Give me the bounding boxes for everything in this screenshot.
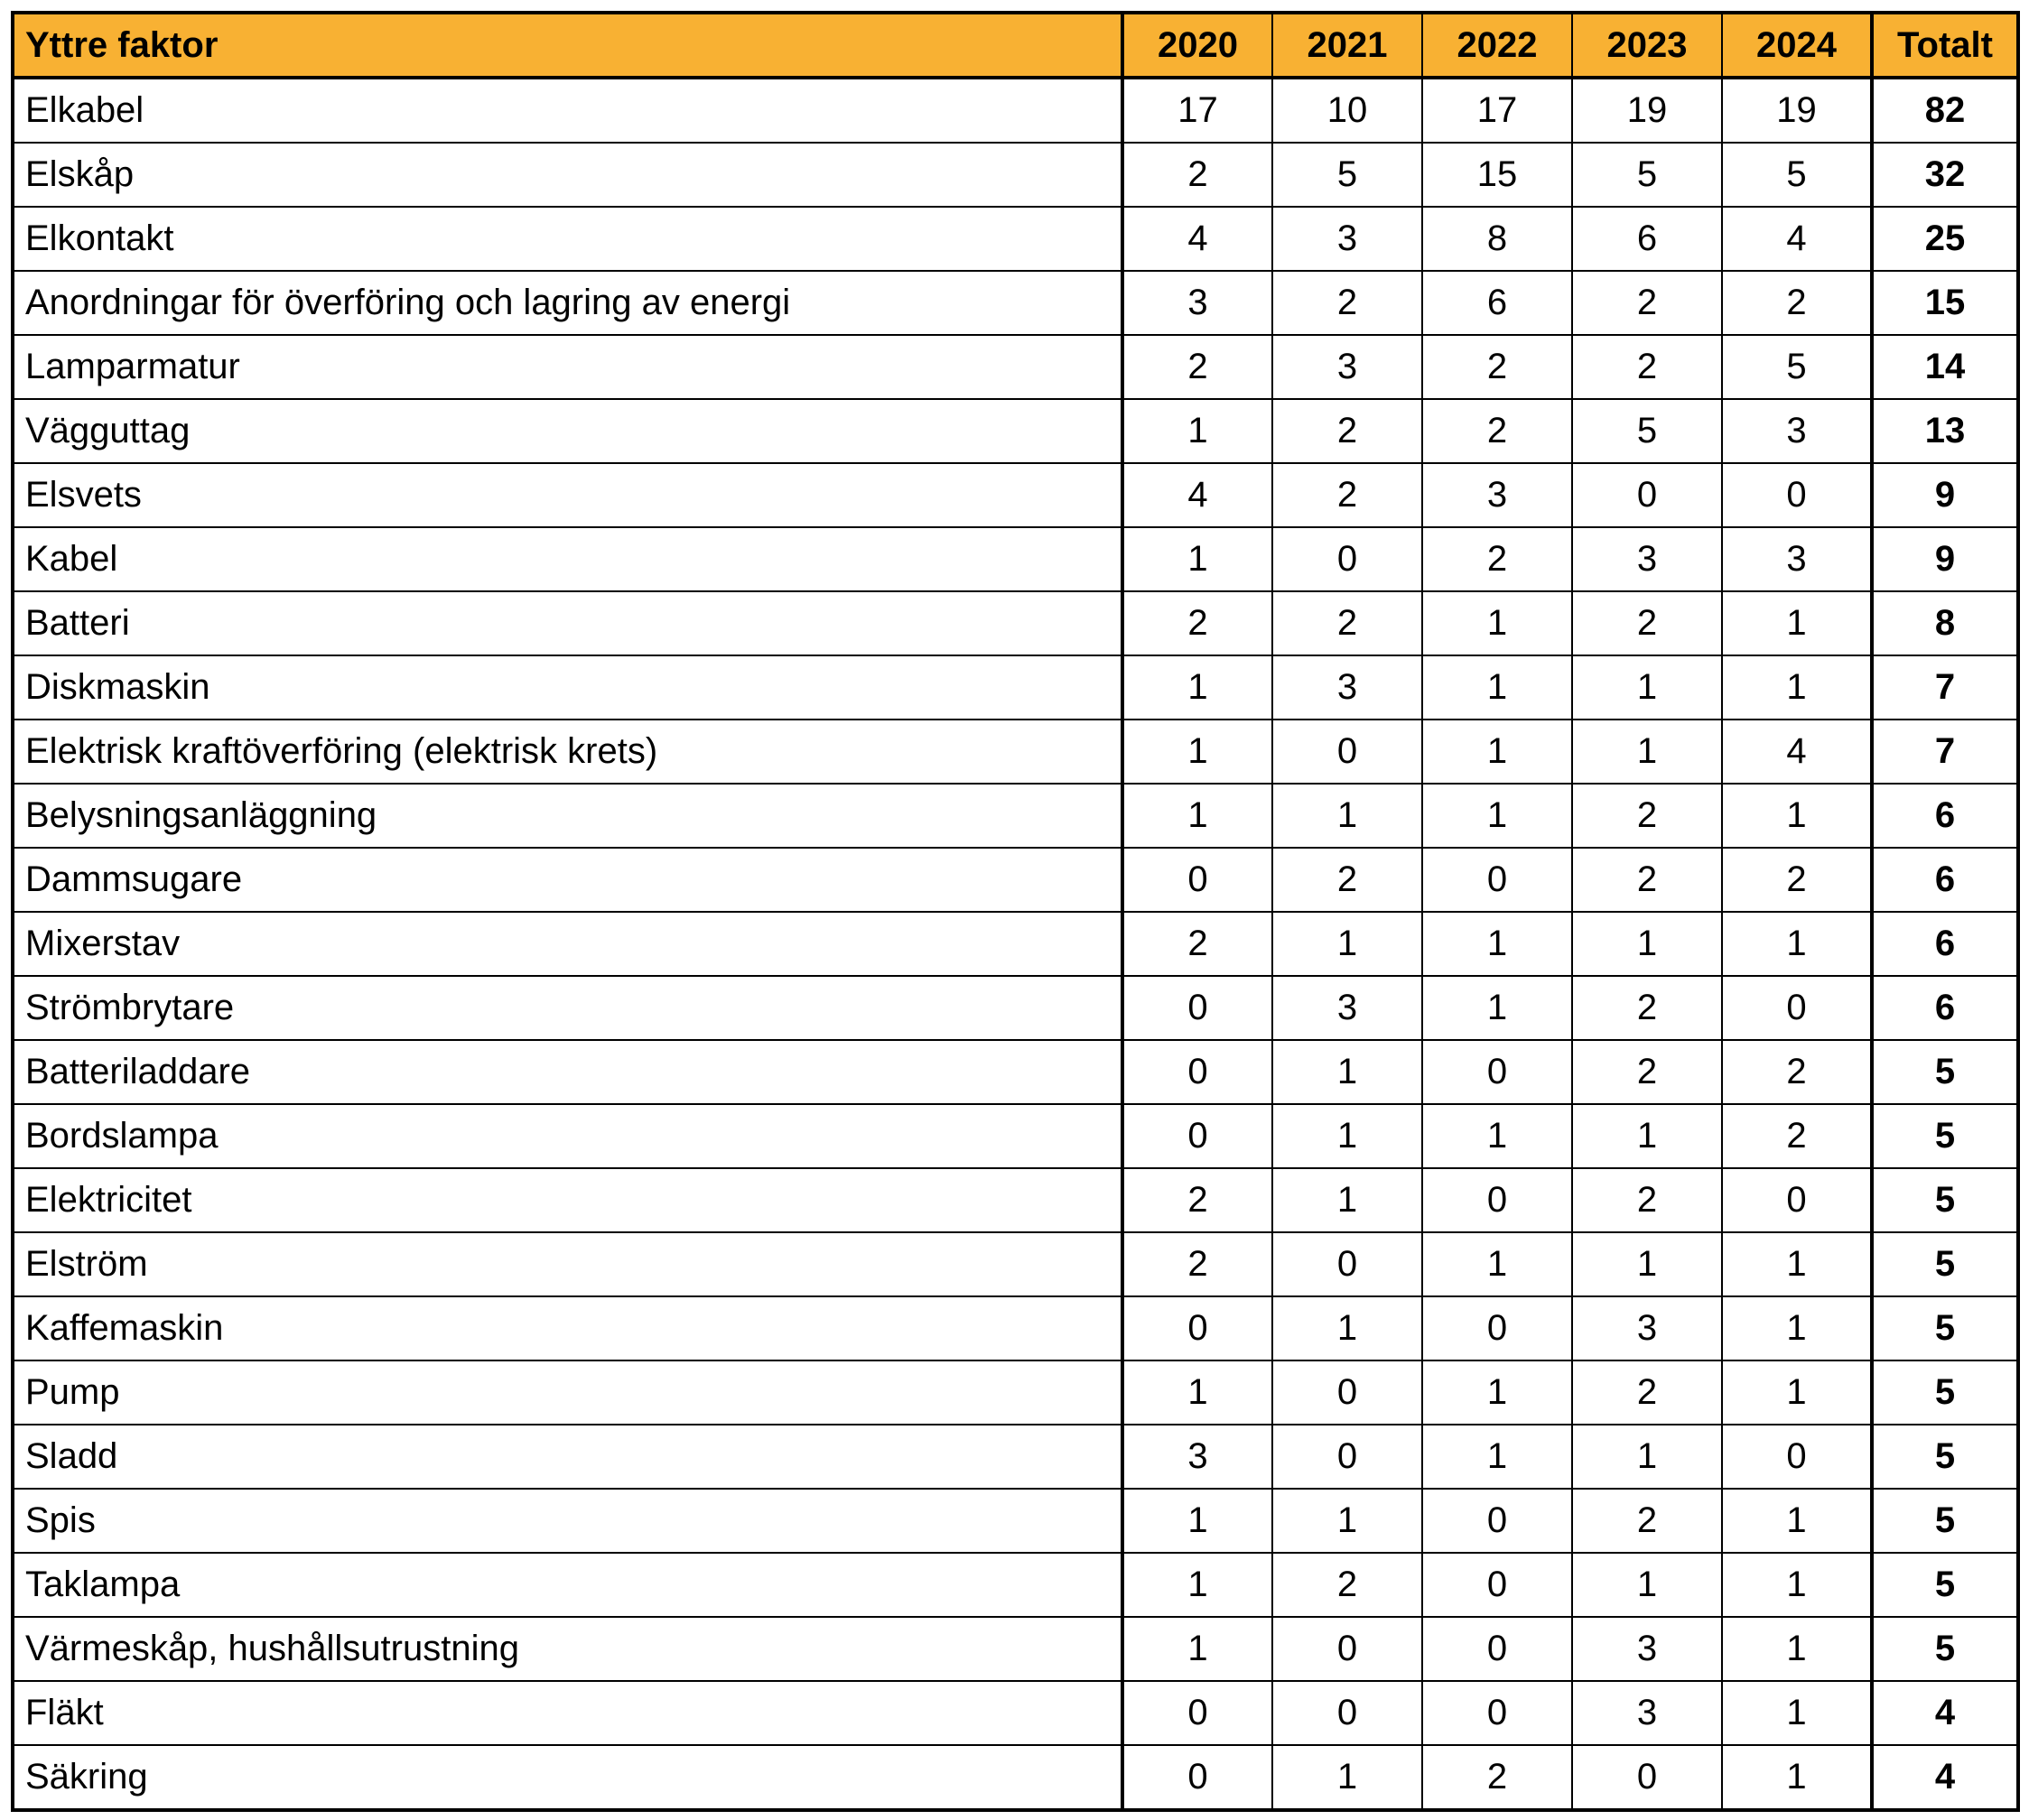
- year-value-cell: 1: [1722, 912, 1872, 976]
- year-value-cell: 4: [1722, 720, 1872, 784]
- year-value-cell: 2: [1122, 591, 1272, 655]
- row-total-cell: 14: [1872, 335, 2018, 399]
- row-total-cell: 82: [1872, 78, 2018, 143]
- year-value-cell: 1: [1422, 655, 1572, 720]
- table-row: [13, 1425, 2018, 1489]
- row-label-cell: Värmeskåp, hushållsutrustning: [13, 1617, 1122, 1681]
- year-value-cell: 0: [1272, 527, 1422, 591]
- year-value-cell: 1: [1122, 527, 1272, 591]
- year-value-cell: 1: [1122, 784, 1272, 848]
- row-total-cell: 4: [1872, 1681, 2018, 1745]
- row-label-cell: Vägguttag: [13, 399, 1122, 463]
- table-row: [13, 655, 2018, 720]
- year-value-cell: 1: [1122, 1360, 1272, 1425]
- year-value-cell: 1: [1122, 399, 1272, 463]
- table-row: [13, 335, 2018, 399]
- row-label-cell: Diskmaskin: [13, 655, 1122, 720]
- header-year-cell: 2024: [1722, 13, 1872, 78]
- year-value-cell: 2: [1122, 912, 1272, 976]
- table-row: [13, 1040, 2018, 1104]
- year-value-cell: 0: [1722, 976, 1872, 1040]
- row-label-cell: Elskåp: [13, 143, 1122, 207]
- row-label-cell: Lamparmatur: [13, 335, 1122, 399]
- row-total-cell: 9: [1872, 463, 2018, 527]
- table-row: [13, 784, 2018, 848]
- row-label-cell: Sladd: [13, 1425, 1122, 1489]
- year-value-cell: 1: [1422, 912, 1572, 976]
- year-value-cell: 1: [1722, 591, 1872, 655]
- year-value-cell: 1: [1422, 976, 1572, 1040]
- row-label-cell: Kabel: [13, 527, 1122, 591]
- row-total-cell: 5: [1872, 1360, 2018, 1425]
- year-value-cell: 1: [1122, 1617, 1272, 1681]
- year-value-cell: 19: [1572, 78, 1722, 143]
- row-label-cell: Belysningsanläggning: [13, 784, 1122, 848]
- year-value-cell: 1: [1422, 1425, 1572, 1489]
- year-value-cell: 1: [1422, 1360, 1572, 1425]
- year-value-cell: 1: [1272, 1168, 1422, 1232]
- year-value-cell: 0: [1422, 1553, 1572, 1617]
- year-value-cell: 2: [1572, 591, 1722, 655]
- row-label-cell: Elkabel: [13, 78, 1122, 143]
- table-row: [13, 1360, 2018, 1425]
- year-value-cell: 0: [1422, 848, 1572, 912]
- table-row: [13, 527, 2018, 591]
- year-value-cell: 2: [1122, 1168, 1272, 1232]
- row-total-cell: 25: [1872, 207, 2018, 271]
- year-value-cell: 3: [1572, 1681, 1722, 1745]
- year-value-cell: 0: [1122, 1681, 1272, 1745]
- row-total-cell: 5: [1872, 1040, 2018, 1104]
- year-value-cell: 3: [1572, 1617, 1722, 1681]
- table-row: [13, 1168, 2018, 1232]
- row-label-cell: Bordslampa: [13, 1104, 1122, 1168]
- year-value-cell: 0: [1272, 1425, 1422, 1489]
- table-row: [13, 1104, 2018, 1168]
- row-total-cell: 6: [1872, 784, 2018, 848]
- year-value-cell: 1: [1272, 1104, 1422, 1168]
- year-value-cell: 2: [1422, 1745, 1572, 1810]
- table-row: [13, 271, 2018, 335]
- year-value-cell: 0: [1422, 1617, 1572, 1681]
- row-total-cell: 7: [1872, 720, 2018, 784]
- year-value-cell: 6: [1572, 207, 1722, 271]
- row-total-cell: 6: [1872, 848, 2018, 912]
- header-year-cell: 2020: [1122, 13, 1272, 78]
- row-label-cell: Elektricitet: [13, 1168, 1122, 1232]
- table-row: [13, 848, 2018, 912]
- year-value-cell: 2: [1572, 784, 1722, 848]
- year-value-cell: 2: [1122, 143, 1272, 207]
- year-value-cell: 2: [1572, 271, 1722, 335]
- table-row: [13, 1553, 2018, 1617]
- year-value-cell: 15: [1422, 143, 1572, 207]
- year-value-cell: 1: [1422, 720, 1572, 784]
- row-total-cell: 5: [1872, 1617, 2018, 1681]
- row-total-cell: 6: [1872, 976, 2018, 1040]
- year-value-cell: 1: [1572, 1232, 1722, 1296]
- year-value-cell: 1: [1722, 1489, 1872, 1553]
- row-label-cell: Anordningar för överföring och lagring av energi: [13, 271, 1122, 335]
- table-row: [13, 143, 2018, 207]
- year-value-cell: 3: [1272, 976, 1422, 1040]
- year-value-cell: 1: [1572, 912, 1722, 976]
- year-value-cell: 2: [1272, 271, 1422, 335]
- row-total-cell: 9: [1872, 527, 2018, 591]
- year-value-cell: 17: [1122, 78, 1272, 143]
- year-value-cell: 2: [1422, 335, 1572, 399]
- year-value-cell: 1: [1572, 1104, 1722, 1168]
- row-label-cell: Säkring: [13, 1745, 1122, 1810]
- year-value-cell: 0: [1722, 1168, 1872, 1232]
- year-value-cell: 0: [1272, 720, 1422, 784]
- year-value-cell: 1: [1122, 720, 1272, 784]
- year-value-cell: 0: [1572, 1745, 1722, 1810]
- year-value-cell: 1: [1272, 912, 1422, 976]
- year-value-cell: 2: [1572, 976, 1722, 1040]
- year-value-cell: 1: [1722, 1296, 1872, 1360]
- row-total-cell: 13: [1872, 399, 2018, 463]
- table-row: [13, 399, 2018, 463]
- year-value-cell: 2: [1272, 848, 1422, 912]
- year-value-cell: 0: [1272, 1681, 1422, 1745]
- year-value-cell: 1: [1722, 1617, 1872, 1681]
- row-total-cell: 8: [1872, 591, 2018, 655]
- row-label-cell: Pump: [13, 1360, 1122, 1425]
- row-label-cell: Fläkt: [13, 1681, 1122, 1745]
- row-label-cell: Elkontakt: [13, 207, 1122, 271]
- table-row: [13, 78, 2018, 143]
- year-value-cell: 3: [1572, 1296, 1722, 1360]
- year-value-cell: 3: [1572, 527, 1722, 591]
- year-value-cell: 1: [1122, 1553, 1272, 1617]
- year-value-cell: 3: [1722, 527, 1872, 591]
- year-value-cell: 2: [1272, 463, 1422, 527]
- row-total-cell: 5: [1872, 1168, 2018, 1232]
- year-value-cell: 3: [1272, 335, 1422, 399]
- year-value-cell: 0: [1572, 463, 1722, 527]
- year-value-cell: 1: [1422, 591, 1572, 655]
- year-value-cell: 5: [1722, 143, 1872, 207]
- year-value-cell: 1: [1122, 655, 1272, 720]
- year-value-cell: 2: [1122, 1232, 1272, 1296]
- row-label-cell: Spis: [13, 1489, 1122, 1553]
- table-row: [13, 1296, 2018, 1360]
- year-value-cell: 1: [1722, 655, 1872, 720]
- row-label-cell: Batteri: [13, 591, 1122, 655]
- year-value-cell: 0: [1422, 1489, 1572, 1553]
- year-value-cell: 4: [1122, 207, 1272, 271]
- year-value-cell: 10: [1272, 78, 1422, 143]
- year-value-cell: 0: [1722, 463, 1872, 527]
- year-value-cell: 1: [1422, 784, 1572, 848]
- row-label-cell: Kaffemaskin: [13, 1296, 1122, 1360]
- table-row: [13, 207, 2018, 271]
- row-label-cell: Elström: [13, 1232, 1122, 1296]
- year-value-cell: 1: [1722, 1681, 1872, 1745]
- year-value-cell: 6: [1422, 271, 1572, 335]
- row-total-cell: 5: [1872, 1296, 2018, 1360]
- year-value-cell: 2: [1722, 271, 1872, 335]
- table-row: [13, 720, 2018, 784]
- year-value-cell: 1: [1722, 1232, 1872, 1296]
- year-value-cell: 3: [1272, 655, 1422, 720]
- year-value-cell: 1: [1422, 1232, 1572, 1296]
- row-label-cell: Mixerstav: [13, 912, 1122, 976]
- year-value-cell: 1: [1122, 1489, 1272, 1553]
- row-total-cell: 5: [1872, 1425, 2018, 1489]
- year-value-cell: 2: [1422, 527, 1572, 591]
- year-value-cell: 2: [1722, 1040, 1872, 1104]
- header-row: [13, 13, 2018, 78]
- table-row: [13, 1745, 2018, 1810]
- year-value-cell: 2: [1572, 1168, 1722, 1232]
- year-value-cell: 0: [1122, 1745, 1272, 1810]
- year-value-cell: 0: [1422, 1040, 1572, 1104]
- year-value-cell: 0: [1122, 1296, 1272, 1360]
- year-value-cell: 1: [1272, 1489, 1422, 1553]
- year-value-cell: 1: [1272, 1040, 1422, 1104]
- row-label-cell: Batteriladdare: [13, 1040, 1122, 1104]
- row-total-cell: 5: [1872, 1232, 2018, 1296]
- row-total-cell: 5: [1872, 1489, 2018, 1553]
- row-label-cell: Strömbrytare: [13, 976, 1122, 1040]
- table-row: [13, 1617, 2018, 1681]
- year-value-cell: 0: [1122, 976, 1272, 1040]
- year-value-cell: 1: [1722, 1553, 1872, 1617]
- year-value-cell: 2: [1572, 335, 1722, 399]
- year-value-cell: 2: [1722, 1104, 1872, 1168]
- header-total-cell: Totalt: [1872, 13, 2018, 78]
- year-value-cell: 2: [1122, 335, 1272, 399]
- year-value-cell: 2: [1422, 399, 1572, 463]
- year-value-cell: 0: [1722, 1425, 1872, 1489]
- year-value-cell: 4: [1722, 207, 1872, 271]
- row-total-cell: 15: [1872, 271, 2018, 335]
- row-label-cell: Elsvets: [13, 463, 1122, 527]
- row-total-cell: 32: [1872, 143, 2018, 207]
- year-value-cell: 2: [1272, 1553, 1422, 1617]
- year-value-cell: 3: [1422, 463, 1572, 527]
- row-total-cell: 5: [1872, 1104, 2018, 1168]
- row-total-cell: 5: [1872, 1553, 2018, 1617]
- year-value-cell: 0: [1272, 1360, 1422, 1425]
- year-value-cell: 2: [1722, 848, 1872, 912]
- year-value-cell: 0: [1422, 1681, 1572, 1745]
- table-row: [13, 1232, 2018, 1296]
- year-value-cell: 0: [1122, 1040, 1272, 1104]
- year-value-cell: 0: [1122, 1104, 1272, 1168]
- year-value-cell: 1: [1722, 1745, 1872, 1810]
- year-value-cell: 1: [1572, 720, 1722, 784]
- year-value-cell: 2: [1572, 1040, 1722, 1104]
- table-body: [13, 78, 2018, 1810]
- year-value-cell: 1: [1272, 1745, 1422, 1810]
- year-value-cell: 5: [1572, 143, 1722, 207]
- data-table: [11, 11, 2020, 1812]
- year-value-cell: 0: [1422, 1168, 1572, 1232]
- year-value-cell: 2: [1272, 399, 1422, 463]
- table-row: [13, 912, 2018, 976]
- year-value-cell: 5: [1722, 335, 1872, 399]
- table-row: [13, 1681, 2018, 1745]
- year-value-cell: 1: [1272, 784, 1422, 848]
- year-value-cell: 3: [1272, 207, 1422, 271]
- row-label-cell: Dammsugare: [13, 848, 1122, 912]
- year-value-cell: 1: [1572, 1425, 1722, 1489]
- year-value-cell: 1: [1572, 1553, 1722, 1617]
- table-row: [13, 976, 2018, 1040]
- year-value-cell: 8: [1422, 207, 1572, 271]
- header-year-cell: 2022: [1422, 13, 1572, 78]
- row-total-cell: 7: [1872, 655, 2018, 720]
- year-value-cell: 17: [1422, 78, 1572, 143]
- year-value-cell: 0: [1272, 1617, 1422, 1681]
- year-value-cell: 0: [1122, 848, 1272, 912]
- year-value-cell: 4: [1122, 463, 1272, 527]
- year-value-cell: 19: [1722, 78, 1872, 143]
- table-row: [13, 591, 2018, 655]
- header-year-cell: 2021: [1272, 13, 1422, 78]
- year-value-cell: 2: [1572, 1489, 1722, 1553]
- row-total-cell: 6: [1872, 912, 2018, 976]
- year-value-cell: 1: [1422, 1104, 1572, 1168]
- row-total-cell: 4: [1872, 1745, 2018, 1810]
- year-value-cell: 5: [1572, 399, 1722, 463]
- year-value-cell: 0: [1272, 1232, 1422, 1296]
- year-value-cell: 2: [1272, 591, 1422, 655]
- year-value-cell: 3: [1122, 1425, 1272, 1489]
- year-value-cell: 3: [1722, 399, 1872, 463]
- header-year-cell: 2023: [1572, 13, 1722, 78]
- year-value-cell: 1: [1722, 1360, 1872, 1425]
- header-label-cell: Yttre faktor: [13, 13, 1122, 78]
- table-row: [13, 1489, 2018, 1553]
- year-value-cell: 2: [1572, 1360, 1722, 1425]
- year-value-cell: 0: [1422, 1296, 1572, 1360]
- year-value-cell: 5: [1272, 143, 1422, 207]
- year-value-cell: 1: [1722, 784, 1872, 848]
- row-label-cell: Elektrisk kraftöverföring (elektrisk krets): [13, 720, 1122, 784]
- year-value-cell: 2: [1572, 848, 1722, 912]
- year-value-cell: 1: [1272, 1296, 1422, 1360]
- row-label-cell: Taklampa: [13, 1553, 1122, 1617]
- table-row: [13, 463, 2018, 527]
- year-value-cell: 3: [1122, 271, 1272, 335]
- year-value-cell: 1: [1572, 655, 1722, 720]
